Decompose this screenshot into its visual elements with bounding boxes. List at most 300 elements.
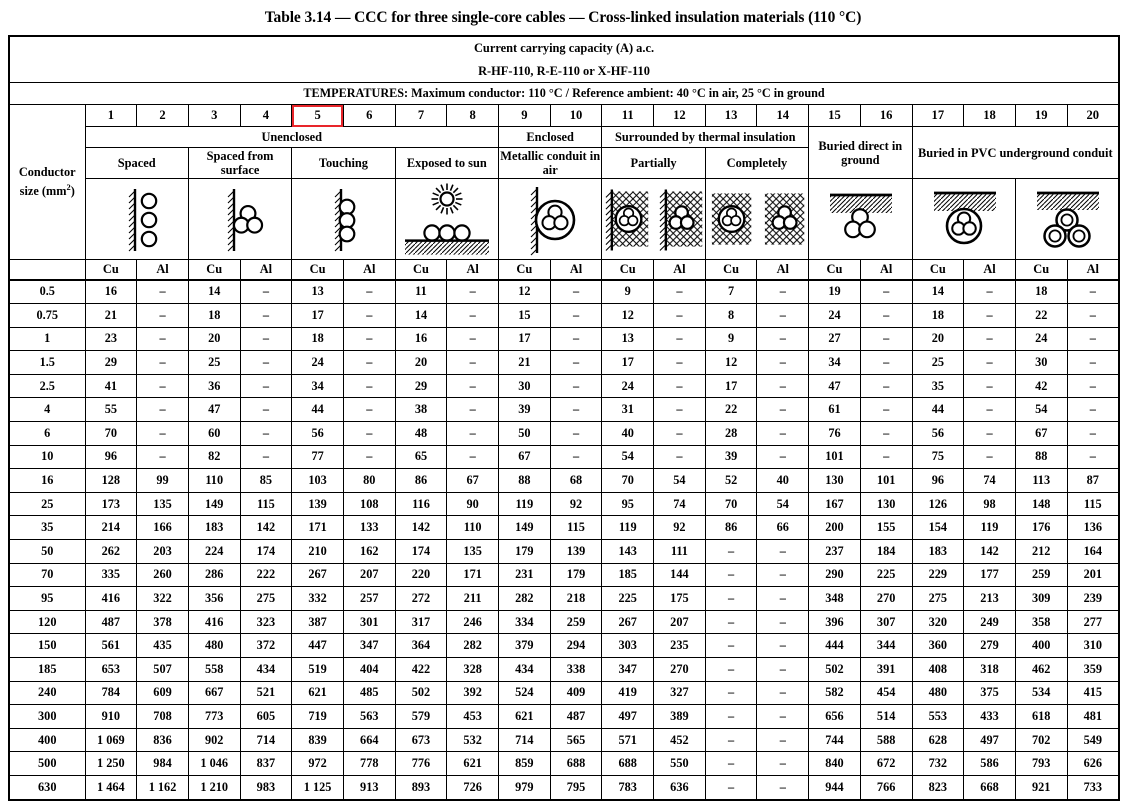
cell-r21-c3: 1 210 [188, 775, 240, 799]
column-number-10[interactable]: 10 [550, 105, 602, 127]
cell-r7-c18: – [964, 445, 1016, 469]
cell-r2-c15: 27 [809, 327, 861, 351]
cell-r11-c1: 262 [85, 540, 137, 564]
column-number-8[interactable]: 8 [447, 105, 499, 127]
metal-header-9-cu: Cu [499, 260, 551, 280]
cell-r11-c9: 179 [499, 540, 551, 564]
subgroup-completely: Completely [705, 148, 808, 179]
cell-r17-c6: 485 [343, 681, 395, 705]
cell-r12-c10: 179 [550, 563, 602, 587]
cell-r19-c8: 532 [447, 728, 499, 752]
cell-r18-c14: – [757, 705, 809, 729]
cell-r2-c13: 9 [705, 327, 757, 351]
cell-r10-c3: 183 [188, 516, 240, 540]
cell-r17-c16: 454 [860, 681, 912, 705]
cell-r16-c17: 408 [912, 658, 964, 682]
cell-r12-c20: 201 [1067, 563, 1119, 587]
cell-r13-c12: 175 [654, 587, 706, 611]
cell-r7-c20: – [1067, 445, 1119, 469]
cell-r3-c9: 21 [499, 351, 551, 375]
cell-r15-c5: 447 [292, 634, 344, 658]
cell-r6-c12: – [654, 422, 706, 446]
column-number-19[interactable]: 19 [1015, 105, 1067, 127]
column-number-20[interactable]: 20 [1067, 105, 1119, 127]
cell-r18-c8: 453 [447, 705, 499, 729]
row-header-conductor-size: 4 [9, 398, 85, 422]
subgroup-partially: Partially [602, 148, 705, 179]
cell-r13-c9: 282 [499, 587, 551, 611]
column-number-12[interactable]: 12 [654, 105, 706, 127]
cell-r1-c3: 18 [188, 304, 240, 328]
row-header-conductor-size: 35 [9, 516, 85, 540]
cell-r10-c16: 155 [860, 516, 912, 540]
cell-r9-c5: 139 [292, 492, 344, 516]
cell-r20-c18: 586 [964, 752, 1016, 776]
cell-r0-c15: 19 [809, 280, 861, 304]
column-number-11[interactable]: 11 [602, 105, 654, 127]
cell-r8-c8: 67 [447, 469, 499, 493]
cell-r19-c19: 702 [1015, 728, 1067, 752]
cell-r14-c9: 334 [499, 610, 551, 634]
row-header-conductor-size: 400 [9, 728, 85, 752]
cell-r17-c4: 521 [240, 681, 292, 705]
row-header-conductor-size: 16 [9, 469, 85, 493]
cell-r9-c8: 90 [447, 492, 499, 516]
cell-r14-c20: 277 [1067, 610, 1119, 634]
cell-r3-c7: 20 [395, 351, 447, 375]
metal-header-19-cu: Cu [1015, 260, 1067, 280]
cell-r20-c19: 793 [1015, 752, 1067, 776]
cell-r16-c8: 328 [447, 658, 499, 682]
cell-r11-c19: 212 [1015, 540, 1067, 564]
column-number-14[interactable]: 14 [757, 105, 809, 127]
column-number-17[interactable]: 17 [912, 105, 964, 127]
column-number-7[interactable]: 7 [395, 105, 447, 127]
metal-header-18-al: Al [964, 260, 1016, 280]
table-row [9, 705, 1119, 729]
cell-r7-c16: – [860, 445, 912, 469]
cell-r14-c4: 323 [240, 610, 292, 634]
cell-r7-c15: 101 [809, 445, 861, 469]
cell-r8-c14: 40 [757, 469, 809, 493]
column-number-1[interactable]: 1 [85, 105, 137, 127]
cell-r2-c8: – [447, 327, 499, 351]
cell-r17-c10: 409 [550, 681, 602, 705]
cell-r20-c12: 550 [654, 752, 706, 776]
cell-r20-c1: 1 250 [85, 752, 137, 776]
cell-r11-c8: 135 [447, 540, 499, 564]
cell-r1-c20: – [1067, 304, 1119, 328]
table-row [9, 280, 1119, 304]
cell-r3-c3: 25 [188, 351, 240, 375]
cell-r9-c13: 70 [705, 492, 757, 516]
column-number-3[interactable]: 3 [188, 105, 240, 127]
subgroup-spaced: Spaced [85, 148, 188, 179]
cell-r7-c7: 65 [395, 445, 447, 469]
row-header-conductor-size: 0.5 [9, 280, 85, 304]
cell-r8-c7: 86 [395, 469, 447, 493]
metal-header-5-cu: Cu [292, 260, 344, 280]
cell-r14-c3: 416 [188, 610, 240, 634]
cell-r9-c9: 119 [499, 492, 551, 516]
row-header-conductor-size: 1.5 [9, 351, 85, 375]
cell-r17-c17: 480 [912, 681, 964, 705]
cell-r20-c7: 776 [395, 752, 447, 776]
cell-r8-c11: 70 [602, 469, 654, 493]
cell-r1-c15: 24 [809, 304, 861, 328]
table-row [9, 610, 1119, 634]
cell-r16-c5: 519 [292, 658, 344, 682]
cell-r6-c3: 60 [188, 422, 240, 446]
cell-r18-c4: 605 [240, 705, 292, 729]
cell-r5-c2: – [137, 398, 189, 422]
cell-r17-c19: 534 [1015, 681, 1067, 705]
banner-line-2: R-HF-110, R-E-110 or X-HF-110 [9, 60, 1119, 83]
cell-r7-c5: 77 [292, 445, 344, 469]
metal-header-14-al: Al [757, 260, 809, 280]
cell-r6-c11: 40 [602, 422, 654, 446]
icon-metallic-conduit-in-air [499, 179, 602, 260]
column-number-5[interactable]: 5 [292, 105, 344, 127]
cell-r10-c14: 66 [757, 516, 809, 540]
cell-r15-c14: – [757, 634, 809, 658]
cell-r9-c10: 92 [550, 492, 602, 516]
cell-r21-c13: – [705, 775, 757, 799]
cell-r16-c3: 558 [188, 658, 240, 682]
column-number-13[interactable]: 13 [705, 105, 757, 127]
metal-header-2-al: Al [137, 260, 189, 280]
cell-r21-c1: 1 464 [85, 775, 137, 799]
cell-r19-c3: 902 [188, 728, 240, 752]
cell-r1-c19: 22 [1015, 304, 1067, 328]
column-number-6[interactable]: 6 [343, 105, 395, 127]
cell-r1-c16: – [860, 304, 912, 328]
cell-r4-c20: – [1067, 374, 1119, 398]
cell-r16-c19: 462 [1015, 658, 1067, 682]
group-buried-direct-in-ground: Buried direct in ground [809, 127, 912, 179]
cell-r10-c10: 115 [550, 516, 602, 540]
cell-r3-c8: – [447, 351, 499, 375]
cell-r5-c3: 47 [188, 398, 240, 422]
cell-r18-c11: 497 [602, 705, 654, 729]
row-header-conductor-size: 6 [9, 422, 85, 446]
cell-r20-c3: 1 046 [188, 752, 240, 776]
cell-r15-c17: 360 [912, 634, 964, 658]
column-number-15[interactable]: 15 [809, 105, 861, 127]
cell-r16-c15: 502 [809, 658, 861, 682]
cell-r19-c14: – [757, 728, 809, 752]
cell-r0-c5: 13 [292, 280, 344, 304]
cell-r15-c12: 235 [654, 634, 706, 658]
icon-buried-pvc-three [1015, 179, 1119, 260]
cell-r5-c7: 38 [395, 398, 447, 422]
table-row [9, 658, 1119, 682]
cell-r9-c12: 74 [654, 492, 706, 516]
cell-r21-c4: 983 [240, 775, 292, 799]
cell-r21-c19: 921 [1015, 775, 1067, 799]
cell-r14-c2: 378 [137, 610, 189, 634]
table-row [9, 422, 1119, 446]
cell-r12-c9: 231 [499, 563, 551, 587]
cell-r20-c14: – [757, 752, 809, 776]
cell-r19-c10: 565 [550, 728, 602, 752]
cell-r7-c1: 96 [85, 445, 137, 469]
cell-r3-c12: – [654, 351, 706, 375]
cell-r2-c19: 24 [1015, 327, 1067, 351]
column-number-2[interactable]: 2 [137, 105, 189, 127]
cell-r9-c11: 95 [602, 492, 654, 516]
cell-r5-c11: 31 [602, 398, 654, 422]
cell-r1-c2: – [137, 304, 189, 328]
cell-r17-c9: 524 [499, 681, 551, 705]
cell-r19-c9: 714 [499, 728, 551, 752]
cell-r10-c13: 86 [705, 516, 757, 540]
cell-r0-c9: 12 [499, 280, 551, 304]
cell-r13-c15: 348 [809, 587, 861, 611]
cell-r4-c11: 24 [602, 374, 654, 398]
cell-r0-c16: – [860, 280, 912, 304]
cell-r4-c1: 41 [85, 374, 137, 398]
column-number-18[interactable]: 18 [964, 105, 1016, 127]
table-row [9, 351, 1119, 375]
cell-r11-c3: 224 [188, 540, 240, 564]
cell-r19-c1: 1 069 [85, 728, 137, 752]
cell-r8-c9: 88 [499, 469, 551, 493]
cell-r19-c13: – [705, 728, 757, 752]
subgroup-exposed-to-sun: Exposed to sun [395, 148, 498, 179]
cell-r16-c11: 347 [602, 658, 654, 682]
icon-spaced-from-surface [188, 179, 291, 260]
cell-r1-c8: – [447, 304, 499, 328]
conductor-size-header [9, 105, 85, 260]
cell-r5-c5: 44 [292, 398, 344, 422]
cell-r6-c7: 48 [395, 422, 447, 446]
cell-r20-c16: 672 [860, 752, 912, 776]
cell-r16-c16: 391 [860, 658, 912, 682]
cell-r11-c13: – [705, 540, 757, 564]
cell-r0-c19: 18 [1015, 280, 1067, 304]
cell-r2-c2: – [137, 327, 189, 351]
metal-header-12-al: Al [654, 260, 706, 280]
cell-r7-c12: – [654, 445, 706, 469]
cell-r10-c19: 176 [1015, 516, 1067, 540]
icon-buried-direct-in-ground [809, 179, 912, 260]
cell-r10-c20: 136 [1067, 516, 1119, 540]
cell-r14-c11: 267 [602, 610, 654, 634]
cell-r13-c10: 218 [550, 587, 602, 611]
cell-r14-c7: 317 [395, 610, 447, 634]
cell-r1-c18: – [964, 304, 1016, 328]
cell-r5-c19: 54 [1015, 398, 1067, 422]
cell-r5-c20: – [1067, 398, 1119, 422]
cell-r11-c6: 162 [343, 540, 395, 564]
cell-r4-c2: – [137, 374, 189, 398]
cell-r18-c2: 708 [137, 705, 189, 729]
cell-r13-c5: 332 [292, 587, 344, 611]
group-enclosed: Enclosed [499, 127, 602, 148]
cell-r10-c7: 142 [395, 516, 447, 540]
cell-r12-c14: – [757, 563, 809, 587]
ccc-table [8, 35, 1120, 801]
cell-r9-c18: 98 [964, 492, 1016, 516]
cell-r11-c10: 139 [550, 540, 602, 564]
cell-r20-c6: 778 [343, 752, 395, 776]
cell-r21-c10: 795 [550, 775, 602, 799]
column-number-9[interactable]: 9 [499, 105, 551, 127]
cell-r2-c1: 23 [85, 327, 137, 351]
cell-r5-c6: – [343, 398, 395, 422]
row-header-conductor-size: 25 [9, 492, 85, 516]
cell-r7-c11: 54 [602, 445, 654, 469]
metal-header-7-cu: Cu [395, 260, 447, 280]
cell-r10-c1: 214 [85, 516, 137, 540]
metal-header-16-al: Al [860, 260, 912, 280]
row-header-conductor-size: 120 [9, 610, 85, 634]
cell-r1-c17: 18 [912, 304, 964, 328]
cell-r3-c14: – [757, 351, 809, 375]
cell-r7-c10: – [550, 445, 602, 469]
cell-r10-c9: 149 [499, 516, 551, 540]
cell-r5-c1: 55 [85, 398, 137, 422]
cell-r10-c15: 200 [809, 516, 861, 540]
cell-r13-c4: 275 [240, 587, 292, 611]
cell-r14-c10: 259 [550, 610, 602, 634]
icon-partially-insulated [602, 179, 705, 260]
cell-r8-c6: 80 [343, 469, 395, 493]
cell-r13-c3: 356 [188, 587, 240, 611]
cell-r3-c5: 24 [292, 351, 344, 375]
cell-r5-c14: – [757, 398, 809, 422]
cell-r9-c7: 116 [395, 492, 447, 516]
cell-r5-c17: 44 [912, 398, 964, 422]
metal-header-3-cu: Cu [188, 260, 240, 280]
cell-r14-c17: 320 [912, 610, 964, 634]
metal-header-11-cu: Cu [602, 260, 654, 280]
cell-r2-c11: 13 [602, 327, 654, 351]
cell-r18-c12: 389 [654, 705, 706, 729]
cell-r19-c15: 744 [809, 728, 861, 752]
row-header-conductor-size: 630 [9, 775, 85, 799]
cell-r18-c7: 579 [395, 705, 447, 729]
cell-r13-c1: 416 [85, 587, 137, 611]
cell-r10-c2: 166 [137, 516, 189, 540]
cell-r15-c13: – [705, 634, 757, 658]
cell-r0-c1: 16 [85, 280, 137, 304]
cell-r6-c6: – [343, 422, 395, 446]
cell-r13-c11: 225 [602, 587, 654, 611]
row-header-conductor-size: 240 [9, 681, 85, 705]
cell-r19-c18: 497 [964, 728, 1016, 752]
cell-r4-c7: 29 [395, 374, 447, 398]
cell-r21-c14: – [757, 775, 809, 799]
cell-r11-c15: 237 [809, 540, 861, 564]
cell-r6-c17: 56 [912, 422, 964, 446]
group-unenclosed: Unenclosed [85, 127, 499, 148]
cell-r15-c7: 364 [395, 634, 447, 658]
cell-r4-c10: – [550, 374, 602, 398]
row-header-conductor-size: 185 [9, 658, 85, 682]
cell-r3-c11: 17 [602, 351, 654, 375]
cell-r16-c1: 653 [85, 658, 137, 682]
cell-r17-c15: 582 [809, 681, 861, 705]
cell-r15-c11: 303 [602, 634, 654, 658]
cell-r18-c16: 514 [860, 705, 912, 729]
cell-r12-c15: 290 [809, 563, 861, 587]
cell-r1-c4: – [240, 304, 292, 328]
cell-r5-c4: – [240, 398, 292, 422]
cell-r12-c19: 259 [1015, 563, 1067, 587]
cell-r6-c14: – [757, 422, 809, 446]
cell-r6-c18: – [964, 422, 1016, 446]
cell-r10-c6: 133 [343, 516, 395, 540]
cell-r21-c5: 1 125 [292, 775, 344, 799]
cell-r6-c15: 76 [809, 422, 861, 446]
cell-r5-c8: – [447, 398, 499, 422]
cell-r12-c11: 185 [602, 563, 654, 587]
cell-r13-c14: – [757, 587, 809, 611]
column-number-16[interactable]: 16 [860, 105, 912, 127]
cell-r10-c11: 119 [602, 516, 654, 540]
cell-r8-c17: 96 [912, 469, 964, 493]
cell-r20-c20: 626 [1067, 752, 1119, 776]
cell-r21-c9: 979 [499, 775, 551, 799]
cell-r21-c18: 668 [964, 775, 1016, 799]
cell-r7-c6: – [343, 445, 395, 469]
metal-header-8-al: Al [447, 260, 499, 280]
cell-r21-c11: 783 [602, 775, 654, 799]
cell-r21-c7: 893 [395, 775, 447, 799]
cell-r4-c12: – [654, 374, 706, 398]
cell-r8-c19: 113 [1015, 469, 1067, 493]
metal-header-20-al: Al [1067, 260, 1119, 280]
cell-r3-c15: 34 [809, 351, 861, 375]
cell-r11-c16: 184 [860, 540, 912, 564]
cell-r3-c2: – [137, 351, 189, 375]
cell-r15-c16: 344 [860, 634, 912, 658]
cell-r7-c8: – [447, 445, 499, 469]
cell-r3-c1: 29 [85, 351, 137, 375]
cell-r16-c20: 359 [1067, 658, 1119, 682]
cell-r15-c2: 435 [137, 634, 189, 658]
cell-r17-c14: – [757, 681, 809, 705]
cell-r4-c14: – [757, 374, 809, 398]
cell-r8-c4: 85 [240, 469, 292, 493]
cell-r3-c17: 25 [912, 351, 964, 375]
cell-r11-c18: 142 [964, 540, 1016, 564]
cell-r5-c10: – [550, 398, 602, 422]
cell-r12-c8: 171 [447, 563, 499, 587]
cell-r6-c19: 67 [1015, 422, 1067, 446]
cell-r15-c15: 444 [809, 634, 861, 658]
cell-r21-c15: 944 [809, 775, 861, 799]
cell-r13-c19: 309 [1015, 587, 1067, 611]
cell-r2-c17: 20 [912, 327, 964, 351]
cell-r16-c10: 338 [550, 658, 602, 682]
cell-r8-c1: 128 [85, 469, 137, 493]
table-row [9, 587, 1119, 611]
cell-r6-c8: – [447, 422, 499, 446]
cell-r15-c8: 282 [447, 634, 499, 658]
cell-r17-c2: 609 [137, 681, 189, 705]
cell-r14-c6: 301 [343, 610, 395, 634]
cell-r1-c9: 15 [499, 304, 551, 328]
column-number-4[interactable]: 4 [240, 105, 292, 127]
cell-r0-c18: – [964, 280, 1016, 304]
cell-r18-c1: 910 [85, 705, 137, 729]
cell-r19-c20: 549 [1067, 728, 1119, 752]
subgroup-touching: Touching [292, 148, 395, 179]
cell-r4-c17: 35 [912, 374, 964, 398]
